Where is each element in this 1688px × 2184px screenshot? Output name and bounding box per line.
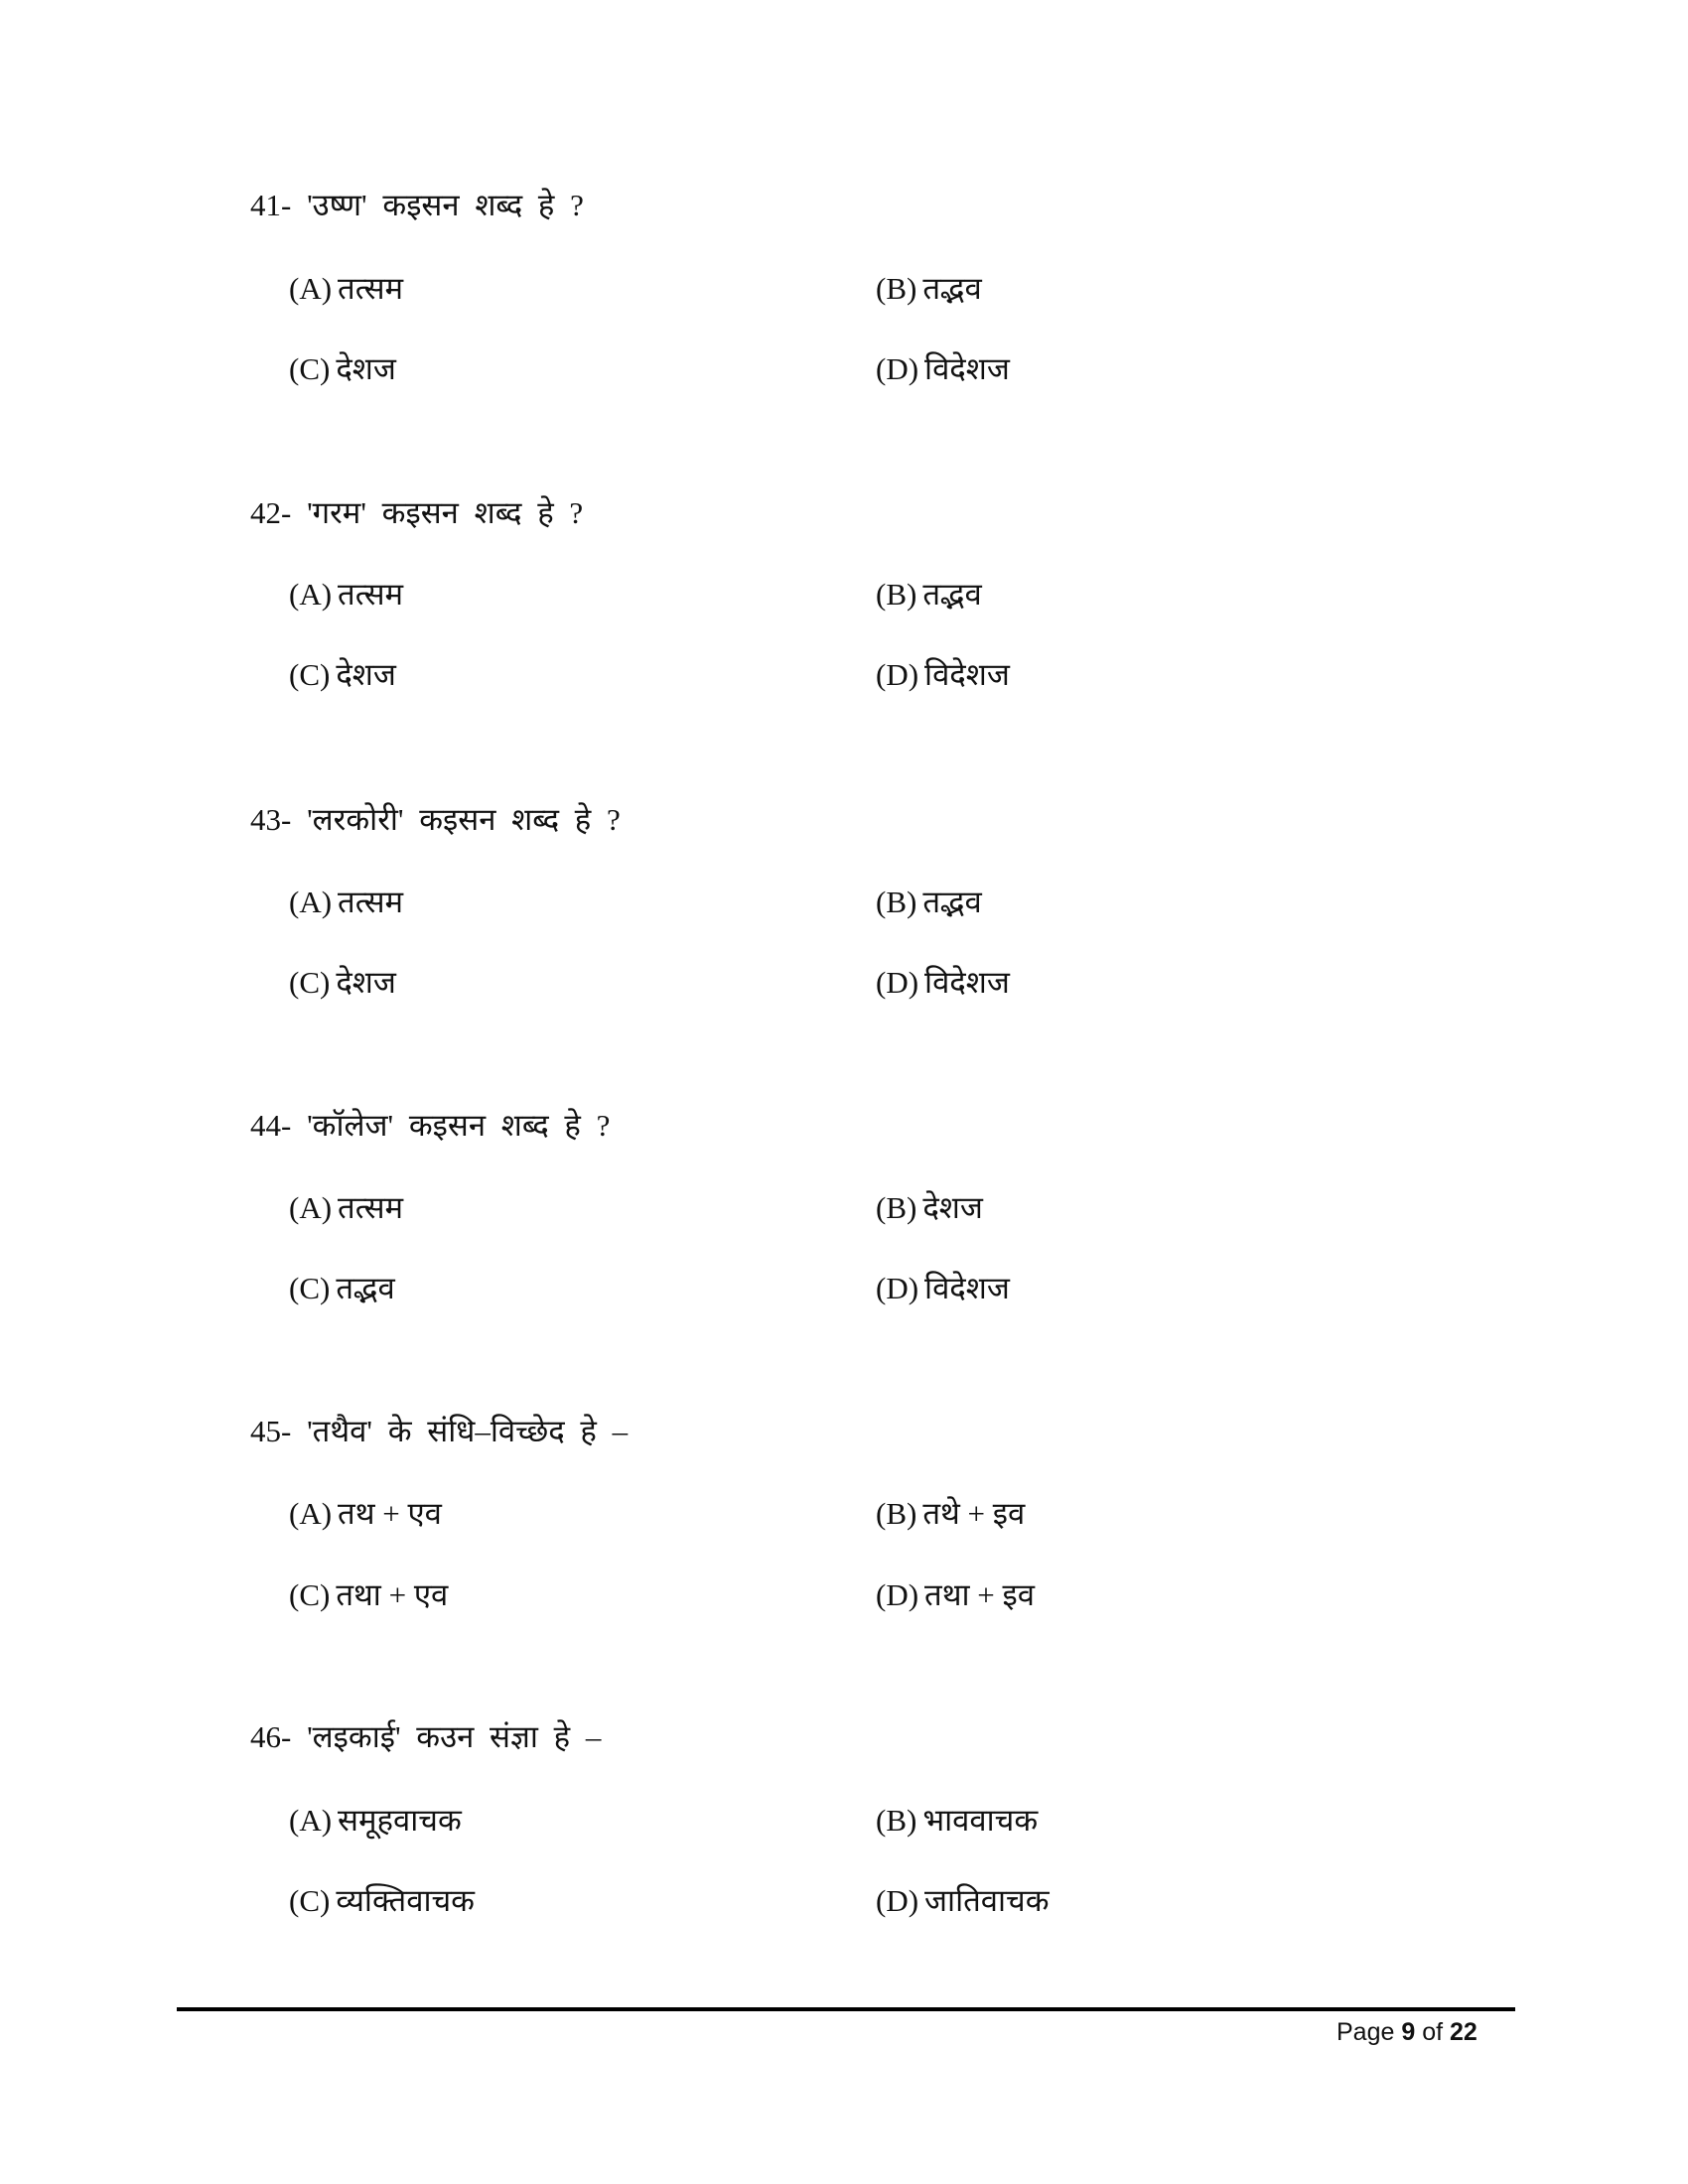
option-c [289, 655, 396, 695]
option-text: तथ + एव [338, 1496, 442, 1531]
option-b [876, 1188, 983, 1228]
option-c [289, 1881, 475, 1921]
option-label: (D) [876, 1271, 919, 1305]
question-number: 46- [250, 1719, 292, 1754]
option-text: तत्सम [338, 577, 404, 612]
option-label: (A) [289, 271, 333, 306]
option-text: तत्सम [338, 271, 404, 306]
option-text: तद्भव [922, 271, 982, 306]
option-a [289, 269, 403, 309]
option-label: (D) [876, 657, 919, 692]
question-text: 'कॉलेज' कइसन शब्द हे ? [307, 1108, 611, 1143]
option-c [289, 1269, 395, 1308]
option-a [289, 1494, 442, 1534]
question-42 [250, 493, 583, 533]
option-label: (A) [289, 1803, 333, 1838]
question-41 [250, 186, 584, 225]
option-a [289, 883, 403, 922]
question-number: 42- [250, 495, 292, 530]
question-number: 44- [250, 1108, 292, 1143]
option-label: (A) [289, 577, 333, 612]
option-c [289, 1575, 448, 1615]
of-word: of [1422, 2018, 1444, 2046]
option-label: (B) [876, 577, 917, 612]
question-43 [250, 800, 621, 840]
option-b [876, 1801, 1038, 1841]
option-text: विदेशज [924, 1271, 1010, 1305]
page-word: Page [1336, 2018, 1395, 2046]
option-text: तत्सम [338, 885, 404, 919]
option-label: (B) [876, 1190, 917, 1225]
question-text: 'लरकोरी' कइसन शब्द हे ? [307, 802, 621, 837]
option-text: समूहवाचक [338, 1803, 462, 1838]
question-46 [250, 1717, 601, 1757]
option-text: तत्सम [338, 1190, 404, 1225]
option-d [876, 349, 1010, 389]
option-text: देशज [336, 657, 396, 692]
option-text: तथे + इव [922, 1496, 1026, 1531]
option-text: जातिवाचक [924, 1883, 1050, 1918]
question-number: 41- [250, 188, 292, 222]
option-label: (C) [289, 351, 331, 386]
option-text: देशज [336, 351, 396, 386]
option-label: (B) [876, 271, 917, 306]
option-c [289, 963, 396, 1003]
question-number: 45- [250, 1414, 292, 1448]
option-text: विदेशज [924, 351, 1010, 386]
total-pages: 22 [1450, 2018, 1477, 2046]
question-text: 'लइकाई' कउन संज्ञा हे – [307, 1719, 602, 1754]
option-label: (B) [876, 1496, 917, 1531]
option-d [876, 1881, 1050, 1921]
option-d [876, 1269, 1010, 1308]
current-page: 9 [1401, 2018, 1416, 2046]
question-45 [250, 1412, 628, 1451]
option-label: (D) [876, 1883, 919, 1918]
question-number: 43- [250, 802, 292, 837]
option-a [289, 1188, 403, 1228]
option-b [876, 1494, 1025, 1534]
option-text: देशज [336, 965, 396, 1000]
option-text: विदेशज [924, 965, 1010, 1000]
option-label: (D) [876, 965, 919, 1000]
option-label: (A) [289, 1496, 333, 1531]
option-d [876, 963, 1010, 1003]
option-text: तद्भव [922, 885, 982, 919]
option-text: तद्भव [336, 1271, 395, 1305]
option-label: (C) [289, 965, 331, 1000]
option-label: (B) [876, 885, 917, 919]
option-text: तद्भव [922, 577, 982, 612]
question-44 [250, 1106, 610, 1146]
option-label: (C) [289, 657, 331, 692]
question-text: 'तथैव' के संधि–विच्छेद हे – [307, 1414, 629, 1448]
option-a [289, 575, 403, 614]
option-text: व्यक्तिवाचक [336, 1883, 475, 1918]
question-text: 'गरम' कइसन शब्द हे ? [307, 495, 584, 530]
option-label: (C) [289, 1883, 331, 1918]
footer-divider [177, 2007, 1515, 2011]
option-label: (D) [876, 1577, 919, 1612]
option-b [876, 883, 982, 922]
option-label: (D) [876, 351, 919, 386]
option-label: (C) [289, 1577, 331, 1612]
option-text: भाववाचक [922, 1803, 1039, 1838]
option-label: (A) [289, 885, 333, 919]
option-label: (C) [289, 1271, 331, 1305]
option-text: देशज [922, 1190, 983, 1225]
option-label: (A) [289, 1190, 333, 1225]
option-d [876, 655, 1010, 695]
option-c [289, 349, 396, 389]
option-label: (B) [876, 1803, 917, 1838]
question-text: 'उष्ण' कइसन शब्द हे ? [307, 188, 584, 222]
option-b [876, 269, 982, 309]
option-text: विदेशज [924, 657, 1010, 692]
option-text: तथा + इव [924, 1577, 1035, 1612]
option-text: तथा + एव [336, 1577, 449, 1612]
option-a [289, 1801, 462, 1841]
option-b [876, 575, 982, 614]
page-number [1336, 2015, 1477, 2049]
option-d [876, 1575, 1035, 1615]
